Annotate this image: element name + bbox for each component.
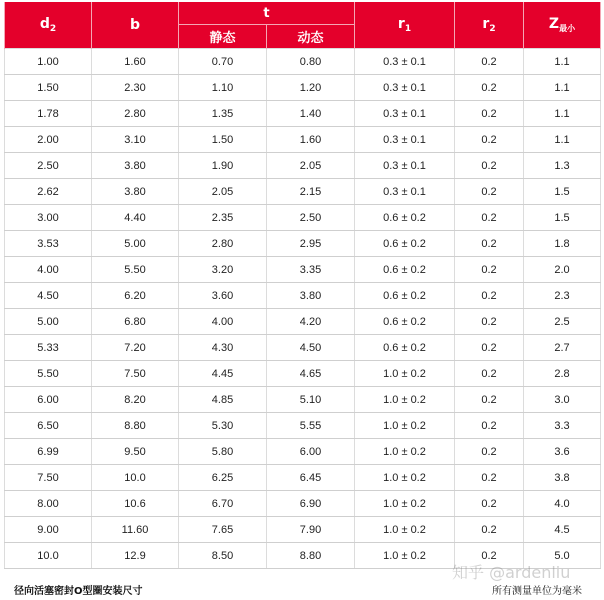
cell-t-static: 1.90 xyxy=(179,153,267,179)
cell-r1: 0.6 ± 0.2 xyxy=(355,205,455,231)
cell-d2: 2.62 xyxy=(5,179,92,205)
cell-r1: 1.0 ± 0.2 xyxy=(355,543,455,569)
header-d2: $d_2$ xyxy=(5,2,92,49)
cell-z-min: 1.1 xyxy=(524,75,601,101)
cell-b: 12.9 xyxy=(92,543,179,569)
cell-b: 3.10 xyxy=(92,127,179,153)
cell-r1: 0.6 ± 0.2 xyxy=(355,335,455,361)
cell-t-dynamic: 4.65 xyxy=(267,361,355,387)
cell-t-dynamic: 4.20 xyxy=(267,309,355,335)
cell-t-dynamic: 1.40 xyxy=(267,101,355,127)
cell-z-min: 2.8 xyxy=(524,361,601,387)
cell-r1: 0.6 ± 0.2 xyxy=(355,309,455,335)
cell-r2: 0.2 xyxy=(455,75,524,101)
cell-b: 2.80 xyxy=(92,101,179,127)
table-row xyxy=(5,465,601,491)
cell-t-static: 2.35 xyxy=(179,205,267,231)
cell-r1: 1.0 ± 0.2 xyxy=(355,439,455,465)
cell-d2: 1.00 xyxy=(5,49,92,75)
cell-r1: 0.3 ± 0.1 xyxy=(355,101,455,127)
cell-t-dynamic: 2.15 xyxy=(267,179,355,205)
cell-d2: 6.99 xyxy=(5,439,92,465)
cell-t-dynamic: 8.80 xyxy=(267,543,355,569)
cell-t-static: 6.25 xyxy=(179,465,267,491)
cell-t-static: 1.50 xyxy=(179,127,267,153)
cell-r2: 0.2 xyxy=(455,465,524,491)
cell-t-dynamic: 2.05 xyxy=(267,153,355,179)
cell-t-dynamic: 6.45 xyxy=(267,465,355,491)
cell-t-static: 3.60 xyxy=(179,283,267,309)
cell-t-dynamic: 1.20 xyxy=(267,75,355,101)
cell-d2: 3.53 xyxy=(5,231,92,257)
cell-t-dynamic: 6.90 xyxy=(267,491,355,517)
cell-t-static: 2.05 xyxy=(179,179,267,205)
cell-r1: 1.0 ± 0.2 xyxy=(355,465,455,491)
cell-r2: 0.2 xyxy=(455,283,524,309)
cell-d2: 8.00 xyxy=(5,491,92,517)
cell-z-min: 4.5 xyxy=(524,517,601,543)
table-row xyxy=(5,127,601,153)
table-row xyxy=(5,491,601,517)
cell-t-dynamic: 1.60 xyxy=(267,127,355,153)
cell-r1: 1.0 ± 0.2 xyxy=(355,361,455,387)
cell-z-min: 3.0 xyxy=(524,387,601,413)
cell-z-min: 2.0 xyxy=(524,257,601,283)
table-row xyxy=(5,179,601,205)
cell-d2: 4.00 xyxy=(5,257,92,283)
cell-t-dynamic: 2.50 xyxy=(267,205,355,231)
table-row xyxy=(5,231,601,257)
cell-r1: 0.3 ± 0.1 xyxy=(355,75,455,101)
cell-z-min: 1.5 xyxy=(524,179,601,205)
cell-t-static: 3.20 xyxy=(179,257,267,283)
cell-t-static: 1.35 xyxy=(179,101,267,127)
cell-r2: 0.2 xyxy=(455,231,524,257)
cell-r1: 0.3 ± 0.1 xyxy=(355,153,455,179)
cell-b: 6.80 xyxy=(92,309,179,335)
table-row xyxy=(5,153,601,179)
cell-z-min: 1.3 xyxy=(524,153,601,179)
dimensions-table xyxy=(4,2,601,569)
cell-b: 8.80 xyxy=(92,413,179,439)
cell-b: 10.6 xyxy=(92,491,179,517)
cell-z-min: 2.3 xyxy=(524,283,601,309)
table-body xyxy=(5,49,601,569)
header-b: b xyxy=(92,2,179,49)
cell-t-dynamic: 3.80 xyxy=(267,283,355,309)
cell-r2: 0.2 xyxy=(455,309,524,335)
cell-t-static: 4.85 xyxy=(179,387,267,413)
cell-r2: 0.2 xyxy=(455,517,524,543)
cell-d2: 1.50 xyxy=(5,75,92,101)
cell-b: 7.20 xyxy=(92,335,179,361)
cell-t-dynamic: 5.55 xyxy=(267,413,355,439)
cell-d2: 5.50 xyxy=(5,361,92,387)
cell-r2: 0.2 xyxy=(455,543,524,569)
cell-z-min: 2.5 xyxy=(524,309,601,335)
cell-b: 10.0 xyxy=(92,465,179,491)
cell-b: 11.60 xyxy=(92,517,179,543)
cell-r2: 0.2 xyxy=(455,413,524,439)
cell-b: 8.20 xyxy=(92,387,179,413)
cell-z-min: 1.5 xyxy=(524,205,601,231)
cell-d2: 9.00 xyxy=(5,517,92,543)
table-row xyxy=(5,517,601,543)
cell-t-static: 4.00 xyxy=(179,309,267,335)
cell-r1: 0.3 ± 0.1 xyxy=(355,49,455,75)
cell-z-min: 1.1 xyxy=(524,101,601,127)
cell-b: 5.00 xyxy=(92,231,179,257)
cell-b: 9.50 xyxy=(92,439,179,465)
watermark: 知乎 @ardenliu xyxy=(452,563,571,582)
table-row xyxy=(5,335,601,361)
cell-r2: 0.2 xyxy=(455,153,524,179)
table-row xyxy=(5,257,601,283)
table-row xyxy=(5,361,601,387)
header-z-min: $Z_{最小}$ xyxy=(524,2,601,49)
cell-b: 7.50 xyxy=(92,361,179,387)
cell-t-static: 5.80 xyxy=(179,439,267,465)
cell-b: 4.40 xyxy=(92,205,179,231)
header-t-dynamic: 动态 xyxy=(267,25,355,49)
cell-t-dynamic: 7.90 xyxy=(267,517,355,543)
cell-r1: 0.6 ± 0.2 xyxy=(355,257,455,283)
cell-z-min: 3.3 xyxy=(524,413,601,439)
cell-b: 1.60 xyxy=(92,49,179,75)
cell-d2: 6.00 xyxy=(5,387,92,413)
cell-r2: 0.2 xyxy=(455,439,524,465)
cell-b: 3.80 xyxy=(92,153,179,179)
cell-z-min: 3.8 xyxy=(524,465,601,491)
cell-d2: 1.78 xyxy=(5,101,92,127)
header-r2: $r_2$ xyxy=(455,2,524,49)
cell-r2: 0.2 xyxy=(455,491,524,517)
cell-d2: 7.50 xyxy=(5,465,92,491)
cell-b: 6.20 xyxy=(92,283,179,309)
cell-z-min: 2.7 xyxy=(524,335,601,361)
cell-t-static: 4.45 xyxy=(179,361,267,387)
cell-r2: 0.2 xyxy=(455,335,524,361)
cell-r1: 1.0 ± 0.2 xyxy=(355,413,455,439)
cell-r2: 0.2 xyxy=(455,179,524,205)
cell-t-static: 4.30 xyxy=(179,335,267,361)
table-row xyxy=(5,205,601,231)
cell-z-min: 1.1 xyxy=(524,127,601,153)
cell-r1: 1.0 ± 0.2 xyxy=(355,491,455,517)
cell-d2: 6.50 xyxy=(5,413,92,439)
cell-r2: 0.2 xyxy=(455,257,524,283)
cell-d2: 2.50 xyxy=(5,153,92,179)
cell-z-min: 4.0 xyxy=(524,491,601,517)
cell-z-min: 3.6 xyxy=(524,439,601,465)
cell-b: 5.50 xyxy=(92,257,179,283)
table-row xyxy=(5,101,601,127)
header-t: t xyxy=(179,2,355,25)
cell-t-static: 1.10 xyxy=(179,75,267,101)
cell-r2: 0.2 xyxy=(455,205,524,231)
cell-t-dynamic: 4.50 xyxy=(267,335,355,361)
cell-r2: 0.2 xyxy=(455,387,524,413)
header-t-static: 静态 xyxy=(179,25,267,49)
table-caption: 径向活塞密封O型圈安装尺寸 xyxy=(14,586,143,597)
cell-b: 3.80 xyxy=(92,179,179,205)
table-row xyxy=(5,413,601,439)
cell-d2: 5.33 xyxy=(5,335,92,361)
cell-r1: 0.3 ± 0.1 xyxy=(355,127,455,153)
cell-d2: 10.0 xyxy=(5,543,92,569)
units-note: 所有测量单位为毫米 xyxy=(492,586,582,597)
cell-b: 2.30 xyxy=(92,75,179,101)
cell-r1: 0.6 ± 0.2 xyxy=(355,231,455,257)
cell-t-dynamic: 0.80 xyxy=(267,49,355,75)
header-r1: $r_1$ xyxy=(355,2,455,49)
table-row xyxy=(5,439,601,465)
table-row xyxy=(5,49,601,75)
cell-t-static: 0.70 xyxy=(179,49,267,75)
cell-d2: 4.50 xyxy=(5,283,92,309)
cell-r2: 0.2 xyxy=(455,101,524,127)
cell-t-static: 5.30 xyxy=(179,413,267,439)
cell-z-min: 1.1 xyxy=(524,49,601,75)
cell-r2: 0.2 xyxy=(455,127,524,153)
cell-t-static: 7.65 xyxy=(179,517,267,543)
table-row xyxy=(5,75,601,101)
cell-r2: 0.2 xyxy=(455,49,524,75)
cell-r1: 0.6 ± 0.2 xyxy=(355,283,455,309)
cell-r2: 0.2 xyxy=(455,361,524,387)
cell-r1: 1.0 ± 0.2 xyxy=(355,387,455,413)
cell-z-min: 1.8 xyxy=(524,231,601,257)
cell-t-dynamic: 5.10 xyxy=(267,387,355,413)
cell-d2: 2.00 xyxy=(5,127,92,153)
cell-r1: 1.0 ± 0.2 xyxy=(355,517,455,543)
cell-r1: 0.3 ± 0.1 xyxy=(355,179,455,205)
cell-t-static: 8.50 xyxy=(179,543,267,569)
cell-t-dynamic: 6.00 xyxy=(267,439,355,465)
cell-d2: 3.00 xyxy=(5,205,92,231)
cell-t-dynamic: 3.35 xyxy=(267,257,355,283)
table-row xyxy=(5,283,601,309)
table-row xyxy=(5,309,601,335)
table-row xyxy=(5,387,601,413)
cell-t-static: 6.70 xyxy=(179,491,267,517)
cell-t-static: 2.80 xyxy=(179,231,267,257)
cell-d2: 5.00 xyxy=(5,309,92,335)
cell-t-dynamic: 2.95 xyxy=(267,231,355,257)
cell-z-min: 5.0 xyxy=(524,543,601,569)
